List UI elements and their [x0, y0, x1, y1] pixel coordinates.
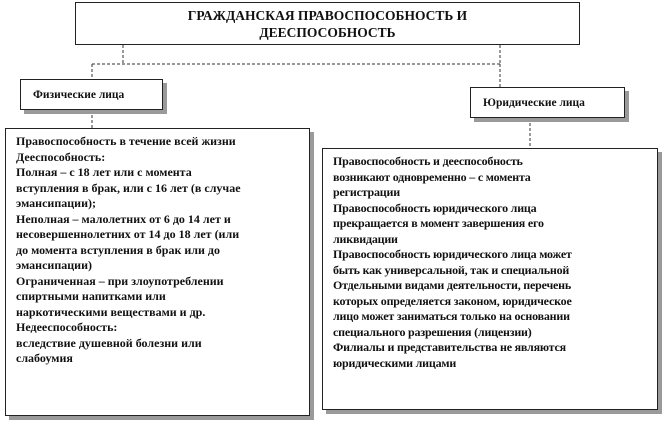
physical-line: слабоумия	[16, 351, 73, 365]
juridical-line: специального разрешения (лицензии)	[333, 324, 532, 339]
category-physical-label: Физические лица	[33, 89, 125, 101]
juridical-line: которых определяется законом, юридическое	[333, 293, 572, 308]
juridical-persons-details	[322, 148, 658, 410]
title-line-2: ДЕЕСПОСОБНОСТЬ	[259, 25, 396, 40]
juridical-line: Правоспособность и дееспособность	[333, 154, 523, 168]
physical-line: до момента вступления в брак или до	[16, 242, 220, 257]
diagram-title	[75, 2, 580, 45]
physical-line: Недееспособность:	[16, 320, 118, 334]
juridical-line: ликвидации	[333, 231, 398, 246]
juridical-line: быть как универсальной, так и специальной	[333, 262, 570, 277]
title-line-1: ГРАЖДАНСКАЯ ПРАВОСПОСОБНОСТЬ И	[187, 8, 468, 23]
physical-line: несовершеннолетних от 14 до 18 лет (или	[16, 227, 240, 241]
juridical-line: возникают одновременно – с момента	[333, 169, 531, 184]
physical-line: спиртными напитками или	[16, 289, 166, 303]
physical-line: вследствие душевной болезни или	[16, 335, 202, 350]
juridical-line: Отдельными видами деятельности, перечень	[333, 278, 572, 292]
physical-line: вступления в брак, или с 16 лет (в случае	[16, 180, 241, 195]
physical-line: Дееспособность:	[16, 149, 106, 164]
category-juridical-label: Юридические лица	[483, 97, 585, 109]
physical-line: эмансипации);	[16, 196, 96, 210]
juridical-line: Правоспособность юридического лица	[333, 200, 537, 215]
physical-line: эмансипации)	[16, 258, 92, 272]
juridical-line: Правоспособность юридического лица может	[333, 247, 572, 261]
physical-line: Неполная – малолетних от 6 до 14 лет и	[16, 211, 231, 226]
juridical-line: регистрации	[333, 185, 400, 199]
physical-line: Полная – с 18 лет или с момента	[16, 165, 192, 179]
juridical-line: лицо может заниматься только на основании	[333, 309, 570, 323]
physical-line: Ограниченная – при злоупотреблении	[16, 273, 224, 288]
physical-persons-details	[5, 128, 310, 416]
physical-line: наркотическими веществами и др.	[16, 304, 206, 319]
juridical-line: прекращается в момент завершения его	[333, 216, 544, 230]
category-physical-persons	[20, 79, 163, 110]
juridical-line: Филиалы и представительства не являются	[333, 340, 566, 354]
juridical-line: юридическими лицами	[333, 355, 457, 370]
category-juridical-persons	[470, 87, 625, 118]
physical-line: Правоспособность в течение всей жизни	[16, 134, 236, 148]
